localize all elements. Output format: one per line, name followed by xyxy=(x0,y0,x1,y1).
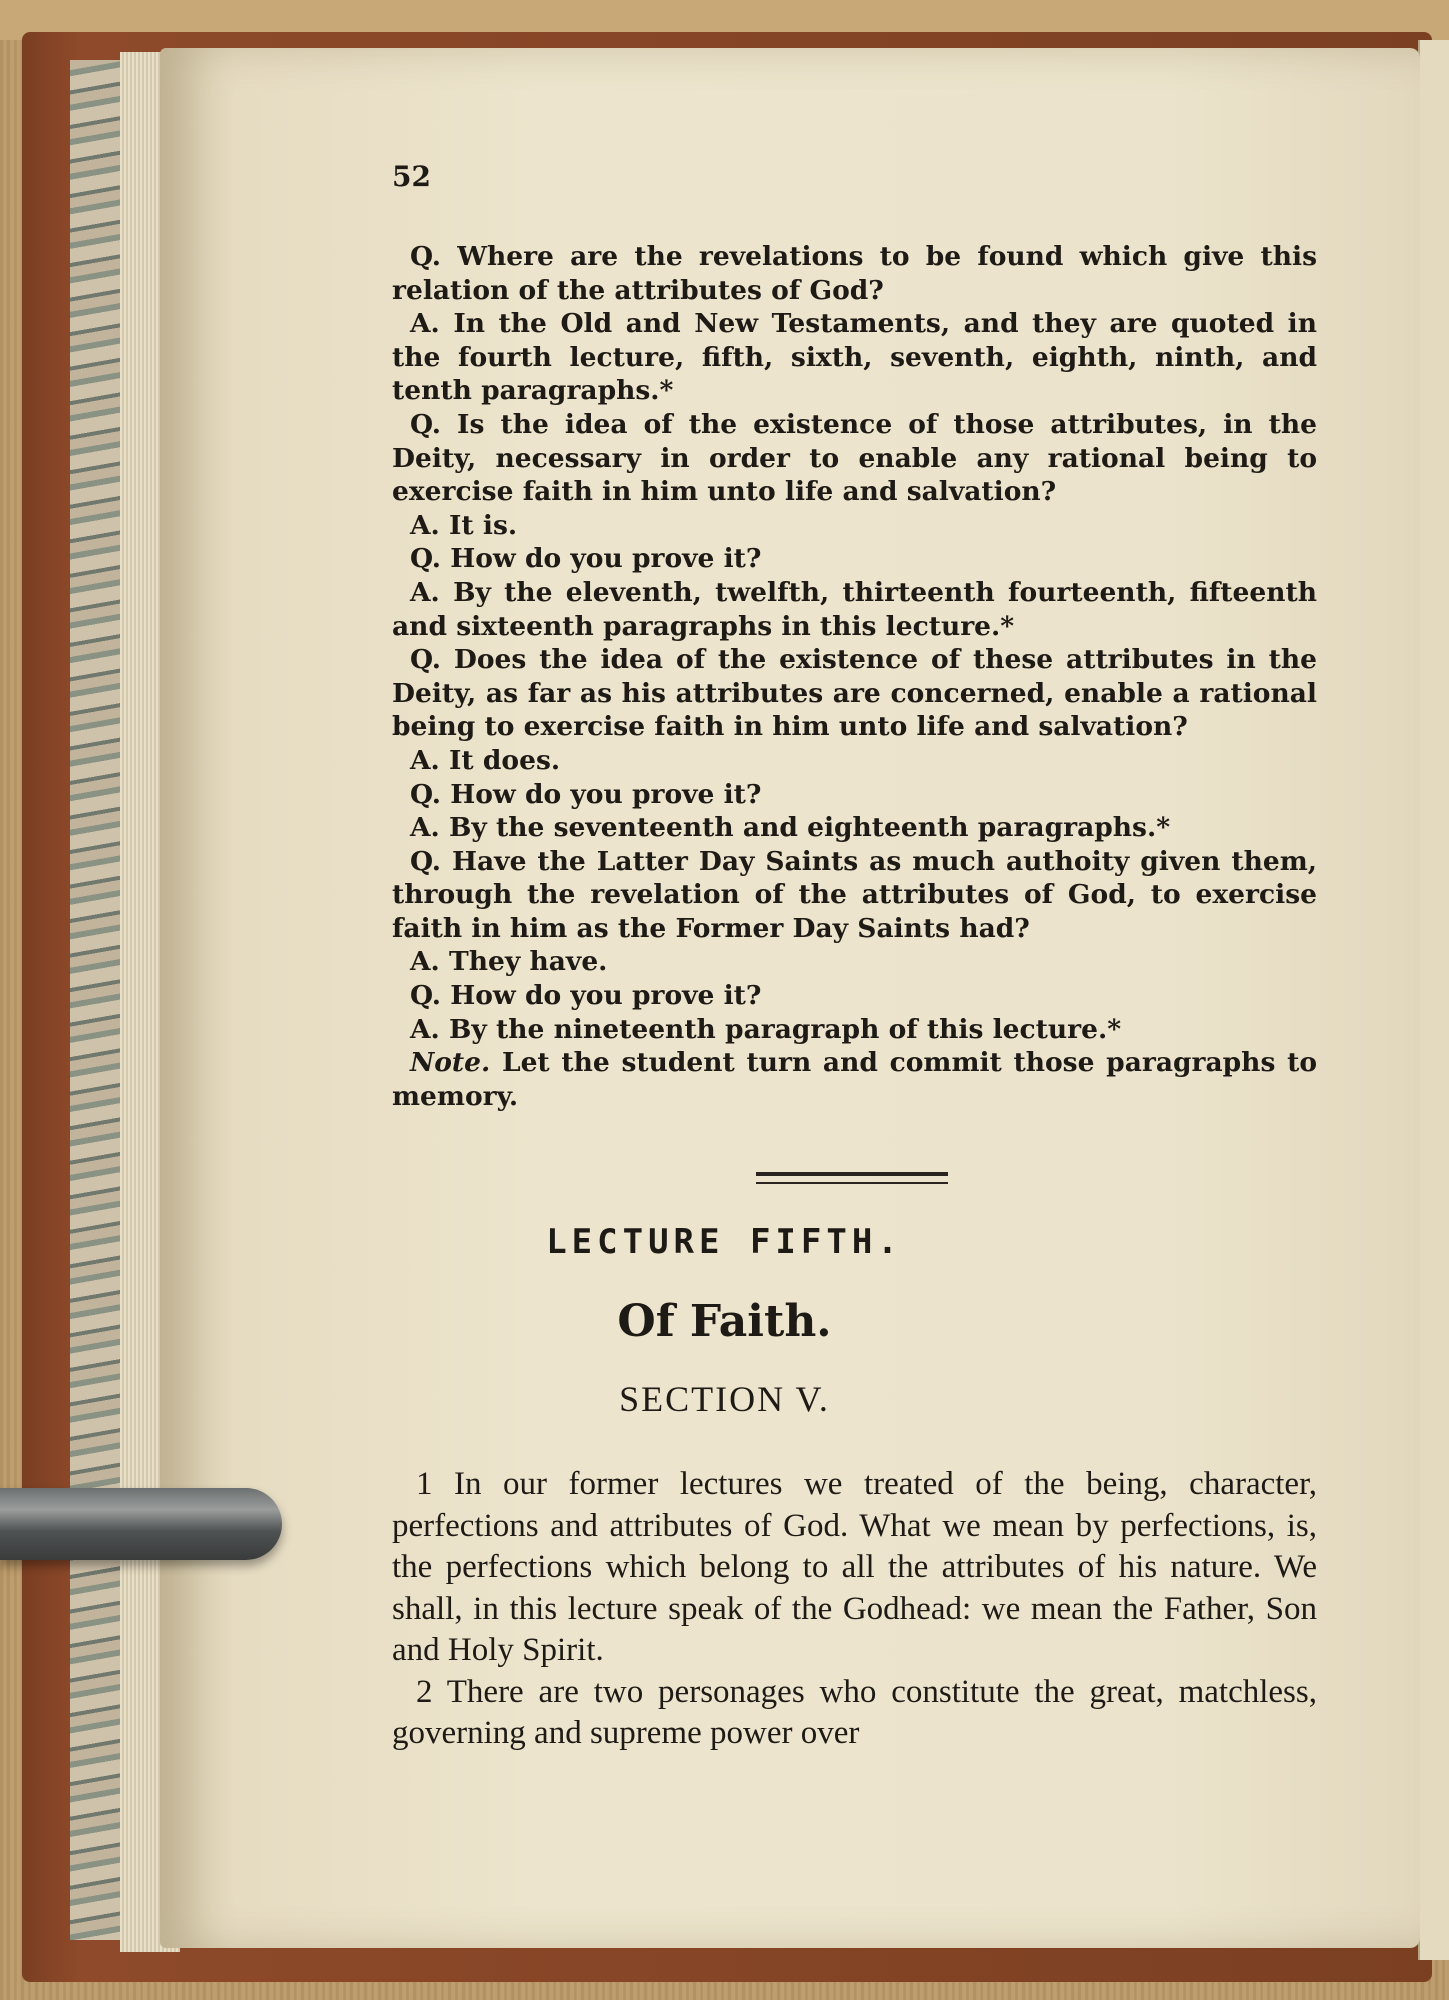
qa-line: A. By the eleventh, twelfth, thirteenth fourteenth, fifteenth and sixteenth paragraphs in this lecture.* xyxy=(392,576,1317,642)
page-number: 52 xyxy=(392,160,431,193)
facing-page-edge xyxy=(1418,40,1449,1960)
note-label: Note. xyxy=(410,1047,491,1079)
page-holder-knife xyxy=(0,1488,282,1560)
qa-line: A. By the nineteenth paragraph of this lecture.* xyxy=(410,1013,1122,1045)
lecture-heading: LECTURE FIFTH. xyxy=(546,1222,903,1262)
qa-line: Q. Where are the revelations to be found which give this relation of the attributes of God? xyxy=(392,241,1317,306)
qa-line: Q. How do you prove it? xyxy=(410,543,762,575)
qa-line: Q. Is the idea of the existence of those attributes, in the Deity, necessary in order to enable any rational being to exercise faith in him unto life and salvation? xyxy=(392,408,1317,508)
note-line xyxy=(392,1046,1317,1113)
subject-heading: Of Faith. xyxy=(617,1296,832,1347)
qa-line: Q. Does the idea of the existence of these attributes in the Deity, as far as his attributes are concerned, enable a rational being to exercise faith in him unto life and salvation? xyxy=(392,644,1317,743)
body-text xyxy=(392,1464,1317,1755)
section-divider xyxy=(756,1172,948,1184)
qa-line: A. By the seventeenth and eighteenth paragraphs.* xyxy=(410,812,1171,844)
qa-line: A. It is. xyxy=(410,509,518,541)
note-text: Let the student turn and commit those paragraphs to memory. xyxy=(392,1047,1317,1112)
qa-line: Q. How do you prove it? xyxy=(410,778,762,810)
qa-line: Q. Have the Latter Day Saints as much authoity given them, through the revelation of the attributes of God, to exercise faith in him as the Former Day Saints had? xyxy=(392,845,1317,944)
paragraph: 2 There are two personages who constitute the great, matchless, governing and supreme power over xyxy=(392,1673,1317,1751)
qa-block xyxy=(392,240,1317,1113)
qa-line: A. In the Old and New Testaments, and they are quoted in the fourth lecture, fifth, sixth, seventh, eighth, ninth, and tenth paragraphs.* xyxy=(392,308,1317,407)
paragraph: 1 In our former lectures we treated of the being, character, perfections and attributes of God. What we mean by perfections, is, the perfections which belong to all the attributes of his nature. We shall, in this lecture speak of the Godhead: we mean the Father, Son and Holy Spirit. xyxy=(392,1466,1317,1668)
section-heading: SECTION V. xyxy=(619,1379,830,1419)
qa-line: Q. How do you prove it? xyxy=(410,980,762,1012)
qa-line: A. It does. xyxy=(410,744,561,776)
qa-line: A. They have. xyxy=(410,946,608,978)
